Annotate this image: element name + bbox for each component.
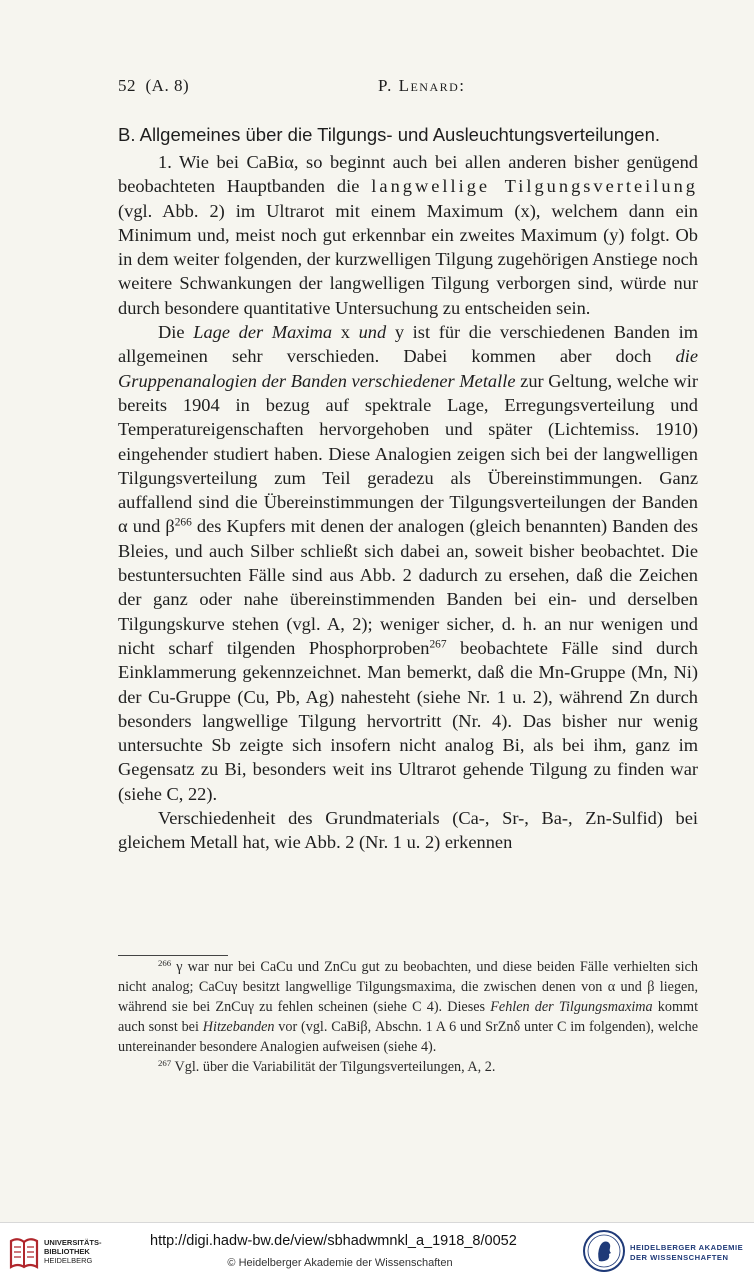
footnote-266 <box>118 958 698 1058</box>
paragraph-2 <box>118 320 698 806</box>
fn266-text-e: vor (vgl. CaBiβ, Abschn. 1 A 6 und SrZnδ unter C im folgenden), welche untereinander besondere Analogien aufweisen (siehe 4). <box>118 1018 699 1055</box>
academy-seal-icon <box>582 1229 626 1273</box>
fn266-text-a: γ war nur bei CaCu und ZnCu gut zu beobachten, und diese beiden Fälle verhielten sich nicht analog; CaCuγ besitzt langwellige Tilgungsmaxima, die zwischen denen von α und β liegen, während sie bei ZnCuγ zu fehlen scheinen (siehe C 4). Dieses <box>118 959 698 1015</box>
academy-logo[interactable] <box>582 1229 752 1275</box>
academy-line-2: DER WISSENSCHAFTEN <box>630 1253 729 1262</box>
fn266-text-c: kommt auch sonst bei <box>118 998 699 1035</box>
p1-text-c: (vgl. Abb. 2) im Ultrarot mit einem Maximum (x), welchem dann ein Minimum und, meist noch gut erkennbar ein zweites Maximum (y) folgt. Ob in dem weiter folgenden, der kurzwelligen Tilgung zugehörigen Anstiege noch weitere Schwankungen der langwelligen Tilgung verborgen sind, würde nur durch besondere quantitative Untersuchung zu entscheiden sein. <box>118 200 698 318</box>
section-title: B. Allgemeines über die Tilgungs- und Ausleuchtungsverteilungen. <box>118 124 660 145</box>
p2-text-g: zur Geltung, welche wir bereits 1904 in bezug auf spektrale Lage, Erregungsverteilung und Temperatureigenschaften hervorgehoben und später (Lichtemiss. 1910) eingehender studiert haben. Diese Analogien zeigen sich bei der langwelligen Tilgungsverteilung zum Teil geradezu als Übereinstimmungen. Ganz auffallend sind die Übereinstimmungen der Tilgungsverteilungen der Banden α und β <box>118 370 698 537</box>
footnote-ref-266[interactable]: 266 <box>174 517 192 530</box>
p2-italic-lage: Lage der Maxima <box>193 322 333 343</box>
ub-book-icon <box>8 1233 40 1271</box>
p1-text-a: 1. Wie bei CaBiα, so beginnt auch bei allen anderen bisher genügend beobachteten Hauptbanden die <box>118 152 698 197</box>
library-line-3: HEIDELBERG <box>44 1256 93 1265</box>
footnote-divider <box>118 955 228 956</box>
library-line-1: UNIVERSITÄTS- <box>44 1238 102 1247</box>
academy-name <box>630 1243 743 1263</box>
page-number-and-ref <box>118 76 189 96</box>
p2-text-i: des Kupfers mit denen der analogen (gleich benannten) Banden des Bleies, und auch Silber schließt sich dabei an, soweit bisher beobachtet. Die bestuntersuchten Fälle sind aus Abb. 2 dadurch zu ersehen, daß die Zeichen der ganz oder nahe übereinstimmenden Banden bei ein- und derselben Tilgungskurve stehen (vgl. A, 2); weniger sicher, d. h. an nur wenigen und nicht scharf tilgenden Phosphorproben <box>118 516 698 658</box>
footnotes <box>118 958 698 1077</box>
library-name <box>44 1238 102 1265</box>
library-line-2: BIBLIOTHEK <box>44 1247 90 1256</box>
running-header <box>118 76 698 100</box>
paragraph-1 <box>118 150 698 320</box>
p2-text-a: Die <box>158 322 194 343</box>
fn266-italic-hitzebanden: Hitzebanden <box>202 1018 275 1035</box>
body-text <box>118 150 698 855</box>
footnote-ref-267[interactable]: 267 <box>429 638 447 651</box>
p1-spaced-term: langwellige Tilgungsverteilung <box>371 176 698 197</box>
p2-italic-und: und <box>358 322 387 343</box>
footnote-267 <box>118 1058 698 1078</box>
fn267-text: Vgl. über die Variabilität der Tilgungsverteilungen, A, 2. <box>171 1058 496 1075</box>
academy-line-1: HEIDELBERGER AKADEMIE <box>630 1243 744 1252</box>
page-number: 52 <box>118 76 136 95</box>
p2-text-c: x <box>332 322 359 343</box>
permalink-url[interactable]: http://digi.hadw-bw.de/view/sbhadwmnkl_a_1918_8/0052 <box>150 1233 517 1249</box>
copyright-notice: © Heidelberger Akademie der Wissenschaften <box>227 1257 453 1269</box>
p2-text-k: beobachtete Fälle sind durch Einklammerung gekennzeichnet. Man bemerkt, daß die Mn-Gruppe (Mn, Ni) der Cu-Gruppe (Cu, Pb, Ag) nahesteht (siehe Nr. 1 u. 2), während Zn durch besonders langwellige Tilgung hervortritt (Nr. 4). Das bisher nur wenig untersuchte Sb zeigte sich insofern nicht analog Bi, als bei ihm, ganz im Gegensatz zu Bi, besonders weit ins Ultrarot gehende Tilgung zu finden war (siehe C, 22). <box>118 637 698 804</box>
p2-italic-gruppenanalogien: die Gruppenanalogien der Banden verschiedener Metalle <box>118 346 698 391</box>
digitization-footer <box>0 1222 754 1279</box>
running-author: P. Lenard: <box>378 76 466 95</box>
footnote-266-number: 266 <box>158 958 172 969</box>
university-library-logo[interactable] <box>8 1233 148 1273</box>
footnote-267-number: 267 <box>158 1057 172 1068</box>
paragraph-3: Verschiedenheit des Grundmaterials (Ca-, Sr-, Ba-, Zn-Sulfid) bei gleichem Metall hat, wie Abb. 2 (Nr. 1 u. 2) erkennen <box>118 808 698 853</box>
fn266-italic-fehlen: Fehlen der Tilgungsmaxima <box>490 998 653 1015</box>
section-reference: (A. 8) <box>145 76 190 95</box>
p2-text-e: y ist für die verschiedenen Banden im allgemeinen sehr verschieden. Dabei kommen aber doch <box>118 322 698 367</box>
